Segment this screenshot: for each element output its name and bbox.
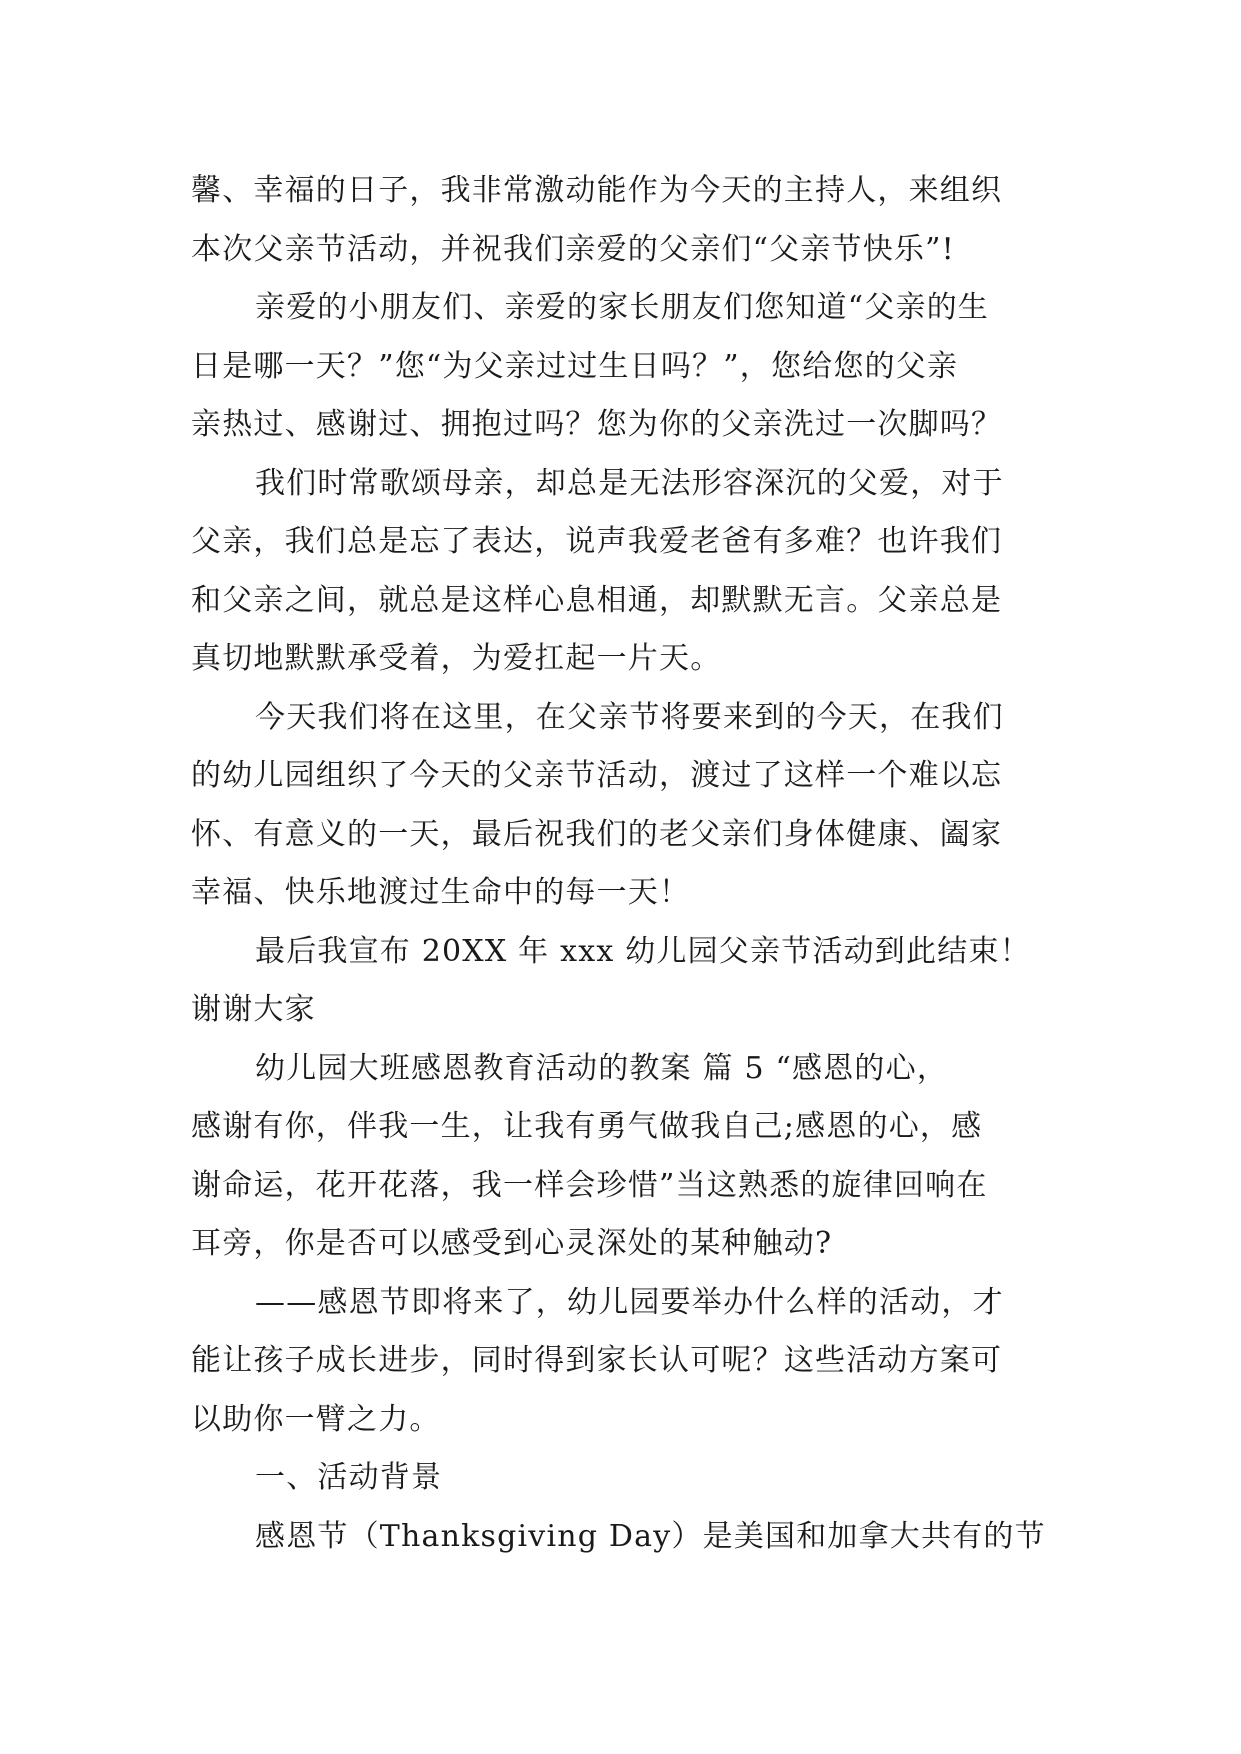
text-line: 日是哪一天？”您“为父亲过过生日吗？”，您给您的父亲 (191, 348, 959, 384)
text-line: 本次父亲节活动，并祝我们亲爱的父亲们“父亲节快乐”! (191, 231, 955, 267)
text-line: 能让孩子成长进步，同时得到家长认可呢？这些活动方案可 (191, 1343, 1003, 1378)
text-line: ——感恩节即将来了，幼儿园要举办什么样的活动，才 (255, 1284, 1004, 1320)
text-line: 亲爱的小朋友们、亲爱的家长朋友们您知道“父亲的生 (255, 290, 990, 325)
text-line: 馨、幸福的日子，我非常激动能作为今天的主持人，来组织 (191, 173, 1003, 208)
text-line: 感恩节（Thanksgiving Day）是美国和加拿大共有的节 (255, 1518, 1046, 1554)
text-line: 今天我们将在这里，在父亲节将要来到的今天，在我们 (255, 699, 1004, 735)
document-body (191, 162, 1051, 1566)
text-line: 以助你一臂之力。 (191, 1401, 441, 1437)
text-line: 谢谢大家 (191, 992, 316, 1027)
section-heading: 一、活动背景 (255, 1460, 443, 1495)
text-line: 的幼儿园组织了今天的父亲节活动，渡过了这样一个难以忘 (191, 758, 1003, 793)
text-line: 感谢有你，伴我一生，让我有勇气做我自己;感恩的心，感 (191, 1109, 983, 1144)
text-line: 我们时常歌颂母亲，却总是无法形容深沉的父爱，对于 (255, 465, 1004, 501)
text-line: 和父亲之间，就总是这样心息相通，却默默无言。父亲总是 (191, 582, 1003, 618)
text-line: 谢命运，花开花落，我一样会珍惜”当这熟悉的旋律回响在 (191, 1167, 988, 1203)
text-line: 亲热过、感谢过、拥抱过吗？您为你的父亲洗过一次脚吗？ (191, 407, 1003, 442)
text-line: 怀、有意义的一天，最后祝我们的老父亲们身体健康、阖家 (191, 816, 1003, 852)
text-line: 幼儿园大班感恩教育活动的教案 篇 5 “感恩的心， (255, 1050, 949, 1086)
text-line: 真切地默默承受着，为爱扛起一片天。 (191, 641, 722, 676)
text-line: 幸福、快乐地渡过生命中的每一天！ (191, 875, 691, 910)
text-line: 父亲，我们总是忘了表达，说声我爱老爸有多难？也许我们 (191, 524, 1003, 559)
text-line: 最后我宣布 20XX 年 xxx 幼儿园父亲节活动到此结束！ (255, 933, 1031, 969)
text-line: 耳旁，你是否可以感受到心灵深处的某种触动? (191, 1226, 833, 1261)
